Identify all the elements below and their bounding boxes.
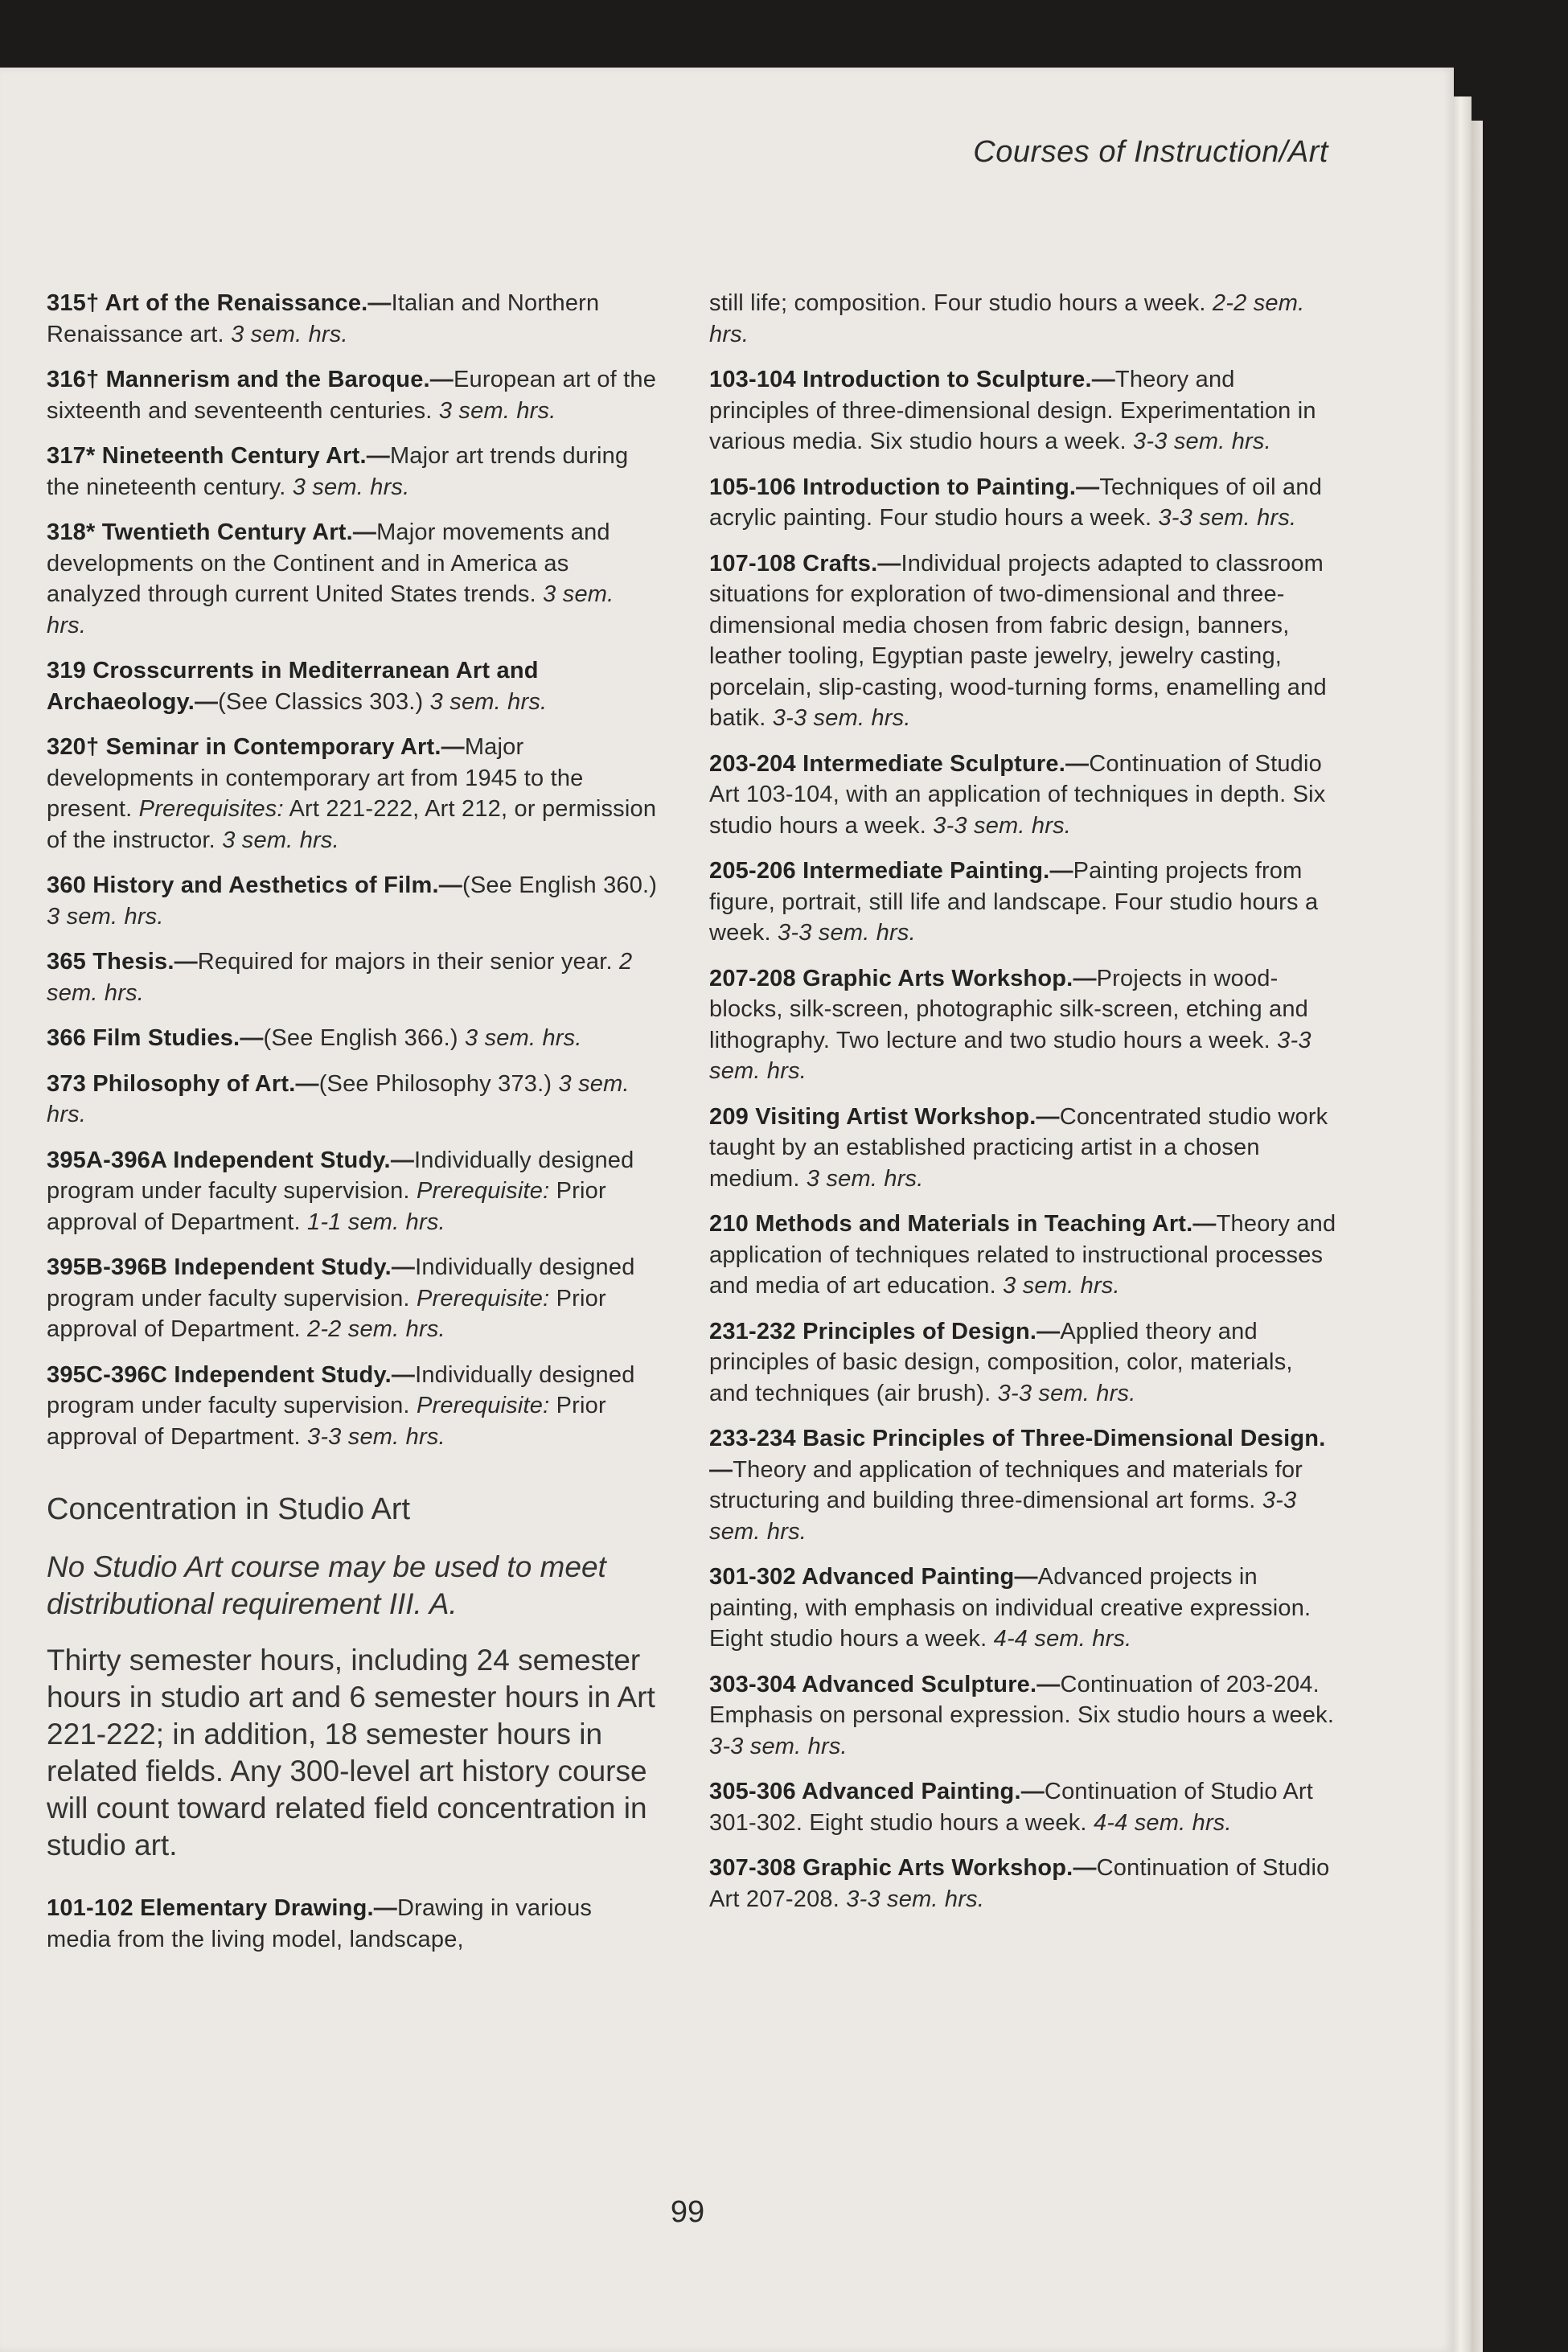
course-title: 307-308 Graphic Arts Workshop.	[709, 1855, 1073, 1881]
course-hours: 3 sem. hrs.	[1003, 1273, 1120, 1299]
course-entry: 319 Crosscurrents in Mediterranean Art and Archaeology.—(See Classics 303.) 3 sem. hrs.	[47, 658, 548, 715]
course-description: (See English 366.)	[263, 1025, 458, 1051]
prerequisite-text: Prior approval of Department.	[47, 1285, 606, 1342]
course-description: Major art trends during the nineteenth century.	[47, 443, 629, 500]
course-hours: 3-3 sem. hrs.	[933, 812, 1072, 839]
course-title: 205-206 Intermediate Painting.	[709, 858, 1050, 884]
course-title: 395B-396B Independent Study.	[47, 1254, 392, 1280]
course-description: (See English 360.)	[462, 872, 658, 898]
course-description: Applied theory and principles of basic design, composition, color, materials, and techniques (air brush).	[709, 1318, 1293, 1406]
course-hours: 3 sem. hrs.	[47, 581, 614, 638]
course-title: 210 Methods and Materials in Teaching Art.	[709, 1211, 1193, 1237]
course-title: 103-104 Introduction to Sculpture.	[709, 367, 1092, 392]
prerequisite-text: Prior approval of Department.	[47, 1393, 606, 1450]
course-description: Continuation of Studio Art 103-104, with an application of techniques in depth. Six studio hours a week.	[709, 750, 1326, 839]
course-hours: 3 sem. hrs.	[292, 474, 410, 500]
course-title: 209 Visiting Artist Workshop.	[709, 1103, 1036, 1130]
page-stack-edge	[1454, 96, 1472, 2352]
course-title: 101-102 Elementary Drawing.	[47, 1895, 374, 1921]
course-hours: 3-3 sem. hrs.	[997, 1380, 1136, 1406]
right-column	[709, 288, 1338, 1929]
course-entry: 320† Seminar in Contemporary Art.—Major developments in contemporary art from 1945 to the present. Prerequisites: Art 221-222, Art 212, or permission of the instructor. 3 sem. hrs.	[47, 734, 657, 853]
course-hours: 1-1 sem. hrs.	[306, 1209, 445, 1235]
course-title: 360 History and Aesthetics of Film.	[47, 872, 439, 898]
course-description: Advanced projects in painting, with emphasis on individual creative expression. Eight studio hours a week.	[709, 1564, 1311, 1652]
course-entry: 315† Art of the Renaissance.—Italian and Northern Renaissance art. 3 sem. hrs.	[47, 290, 600, 347]
course-hours: 3-3 sem. hrs.	[709, 1027, 1311, 1084]
course-hours: 3-3 sem. hrs.	[778, 920, 916, 946]
course-description: (See Classics 303.)	[218, 688, 424, 715]
page-number: 99	[670, 2195, 705, 2229]
section-body: Thirty semester hours, including 24 semester hours in studio art and 6 semester hours in Art 221-222; in addition, 18 semester hours in related fields. Any 300-level art history course will count toward related field concentration in studio art.	[47, 1644, 655, 1861]
course-entry: 395C-396C Independent Study.—Individually designed program under faculty supervision. Prerequisite: Prior approval of Department. 3-3 sem. hrs.	[47, 1361, 635, 1450]
course-title: 203-204 Intermediate Sculpture.	[709, 750, 1065, 777]
course-title: 315† Art of the Renaissance.	[47, 290, 368, 316]
course-description: Individually designed program under faculty supervision.	[47, 1254, 635, 1311]
course-hours: 3-3 sem. hrs.	[306, 1423, 445, 1450]
course-entry: 316† Mannerism and the Baroque.—European art of the sixteenth and seventeenth centuries. 3 sem. hrs.	[47, 367, 657, 424]
course-entry: 318* Twentieth Century Art.—Major movements and developments on the Continent and in America as analyzed through current United States trends. 3 sem. hrs.	[47, 519, 614, 638]
course-entry: 373 Philosophy of Art.—(See Philosophy 373.) 3 sem. hrs.	[47, 1070, 630, 1127]
prerequisite-text: Art 221-222, Art 212, or permission of the instructor.	[47, 796, 657, 853]
course-title: 365 Thesis.	[47, 949, 174, 975]
course-title: 395A-396A Independent Study.	[47, 1147, 391, 1173]
course-hours: 3 sem. hrs.	[806, 1165, 924, 1192]
course-hours: 4-4 sem. hrs.	[993, 1626, 1132, 1652]
course-description: Theory and application of techniques and materials for structuring and building three-dimensional art forms.	[709, 1456, 1303, 1513]
course-title: 373 Philosophy of Art.	[47, 1070, 296, 1097]
course-title: 233-234 Basic Principles of Three-Dimensional Design.	[709, 1426, 1326, 1451]
course-entry-continued	[709, 288, 1338, 350]
course-hours: 3 sem. hrs.	[231, 321, 348, 347]
course-description: Techniques of oil and acrylic painting. Four studio hours a week.	[709, 474, 1323, 531]
course-description: (See Philosophy 373.)	[318, 1070, 552, 1097]
course-title: 105-106 Introduction to Painting.	[709, 474, 1077, 500]
course-hours: 2-2 sem. hrs.	[709, 290, 1305, 347]
prerequisite-label: Prerequisites:	[138, 796, 284, 822]
running-head: Courses of Instruction/Art	[973, 135, 1328, 169]
left-column	[47, 288, 658, 1969]
course-description: Individually designed program under faculty supervision.	[47, 1147, 634, 1204]
course-entry: 101-102 Elementary Drawing.—Drawing in various media from the living model, landscape,	[47, 1895, 593, 1952]
course-description: Italian and Northern Renaissance art.	[47, 290, 600, 347]
course-hours: 3 sem. hrs.	[222, 827, 339, 853]
course-description: Concentrated studio work taught by an established practicing artist in a chosen medium.	[709, 1103, 1328, 1192]
course-entry: 103-104 Introduction to Sculpture.—Theory and principles of three-dimensional design. Experimentation in various media. Six studio hours a week. 3-3 sem. hrs.	[709, 367, 1316, 454]
course-hours: 3-3 sem. hrs.	[709, 1733, 848, 1759]
course-hours: 3 sem. hrs.	[429, 688, 548, 715]
page-stack-edge-back	[1472, 121, 1483, 2352]
course-entry: 107-108 Crafts.—Individual projects adapted to classroom situations for exploration of two-dimensional and three-dimensional media chosen from fabric design, banners, leather tooling, Egyptian paste jewelry, jewelry casting, porcelain, slip-casting, wood-turning forms, enamelling and batik. 3-3 sem. hrs.	[709, 550, 1327, 731]
course-title: 320† Seminar in Contemporary Art.	[47, 734, 441, 760]
section-note: No Studio Art course may be used to meet distributional requirement III. A.	[47, 1550, 606, 1620]
course-title: 317* Nineteenth Century Art.	[47, 443, 367, 469]
course-description: Individual projects adapted to classroom situations for exploration of two-dimensional and three-dimensional media chosen from fabric design, banners, leather tooling, Egyptian paste jewelry, jewelry casting, porcelain, slip-casting, wood-turning forms, enamelling and batik.	[709, 550, 1327, 731]
course-entry: 395B-396B Independent Study.—Individually designed program under faculty supervision. Prerequisite: Prior approval of Department. 2-2 sem. hrs.	[47, 1254, 635, 1342]
course-description: Individually designed program under faculty supervision.	[47, 1361, 635, 1418]
course-title: 303-304 Advanced Sculpture.	[709, 1671, 1037, 1697]
course-hours: 3 sem. hrs.	[47, 903, 164, 930]
course-entry: 366 Film Studies.—(See English 366.) 3 sem. hrs.	[47, 1025, 582, 1051]
course-hours: 3-3 sem. hrs.	[1158, 505, 1297, 531]
course-hours: 3-3 sem. hrs.	[772, 705, 911, 731]
course-hours: 4-4 sem. hrs.	[1093, 1809, 1232, 1836]
course-description: Painting projects from figure, portrait, still life and landscape. Four studio hours a week.	[709, 858, 1319, 946]
course-entry: 360 History and Aesthetics of Film.—(See English 360.) 3 sem. hrs.	[47, 872, 658, 930]
course-title: 231-232 Principles of Design.	[709, 1318, 1037, 1344]
course-description: European art of the sixteenth and seventeenth centuries.	[47, 367, 657, 424]
course-entry: 231-232 Principles of Design.—Applied theory and principles of basic design, composition, color, materials, and techniques (air brush). 3-3 sem. hrs.	[709, 1318, 1293, 1406]
section-heading: Concentration in Studio Art	[47, 1492, 411, 1526]
course-description: Continuation of Studio Art 207-208.	[709, 1855, 1330, 1912]
course-title: 319 Crosscurrents in Mediterranean Art and Archaeology.	[47, 658, 539, 715]
prerequisite-label: Prerequisite:	[416, 1178, 550, 1204]
prerequisite-label: Prerequisite:	[416, 1285, 550, 1311]
course-entry: 203-204 Intermediate Sculpture.—Continuation of Studio Art 103-104, with an application of techniques in depth. Six studio hours a week. 3-3 sem. hrs.	[709, 750, 1326, 839]
course-description: Projects in wood-blocks, silk-screen, photographic silk-screen, etching and lithography. Two lecture and two studio hours a week.	[709, 965, 1309, 1053]
course-title: 318* Twentieth Century Art.	[47, 519, 353, 545]
course-title: 395C-396C Independent Study.	[47, 1361, 392, 1388]
course-entry: 395A-396A Independent Study.—Individually designed program under faculty supervision. Prerequisite: Prior approval of Department. 1-1 sem. hrs.	[47, 1147, 634, 1235]
course-entry: 210 Methods and Materials in Teaching Art.—Theory and application of techniques related to instructional processes and media of art education. 3 sem. hrs.	[709, 1211, 1336, 1299]
prerequisite-text: Prior approval of Department.	[47, 1178, 606, 1235]
course-hours: 3 sem. hrs.	[47, 1070, 630, 1127]
course-entry: 105-106 Introduction to Painting.—Techniques of oil and acrylic painting. Four studio hours a week. 3-3 sem. hrs.	[709, 474, 1323, 531]
course-entry: 209 Visiting Artist Workshop.—Concentrated studio work taught by an established practicing artist in a chosen medium. 3 sem. hrs.	[709, 1103, 1328, 1192]
course-description: Major movements and developments on the Continent and in America as analyzed through current United States trends.	[47, 519, 610, 607]
course-title: 316† Mannerism and the Baroque.	[47, 367, 430, 392]
course-title: 305-306 Advanced Painting.	[709, 1779, 1021, 1804]
course-entry: 233-234 Basic Principles of Three-Dimensional Design.—Theory and application of techniques and materials for structuring and building three-dimensional art forms. 3-3 sem. hrs.	[709, 1426, 1326, 1545]
course-description: Theory and principles of three-dimensional design. Experimentation in various media. Six studio hours a week.	[709, 367, 1316, 454]
course-title: 301-302 Advanced Painting	[709, 1564, 1015, 1590]
course-description: Drawing in various media from the living model, landscape,	[47, 1895, 593, 1952]
course-title: 366 Film Studies.	[47, 1025, 240, 1051]
course-entry: 301-302 Advanced Painting—Advanced projects in painting, with emphasis on individual creative expression. Eight studio hours a week. 4-4 sem. hrs.	[709, 1564, 1311, 1652]
course-hours: 3-3 sem. hrs.	[709, 1488, 1297, 1545]
course-description: Continuation of Studio Art 301-302. Eight studio hours a week.	[709, 1779, 1314, 1836]
course-description: still life; composition. Four studio hours a week.	[709, 290, 1206, 316]
course-entry: 207-208 Graphic Arts Workshop.—Projects in wood-blocks, silk-screen, photographic silk-screen, etching and lithography. Two lecture and two studio hours a week. 3-3 sem. hrs.	[709, 965, 1311, 1084]
course-hours: 2 sem. hrs.	[47, 949, 633, 1006]
course-hours: 3 sem. hrs.	[438, 397, 556, 424]
course-hours: 3-3 sem. hrs.	[846, 1886, 985, 1912]
course-hours: 3-3 sem. hrs.	[1133, 429, 1271, 454]
course-title: 107-108 Crafts.	[709, 550, 878, 577]
course-entry: 305-306 Advanced Painting.—Continuation of Studio Art 301-302. Eight studio hours a week. 4-4 sem. hrs.	[709, 1779, 1314, 1836]
course-entry: 303-304 Advanced Sculpture.—Continuation of 203-204. Emphasis on personal expression. Six studio hours a week. 3-3 sem. hrs.	[709, 1671, 1335, 1759]
course-description: Major developments in contemporary art from 1945 to the present.	[47, 734, 584, 822]
course-entry: 307-308 Graphic Arts Workshop.—Continuation of Studio Art 207-208. 3-3 sem. hrs.	[709, 1855, 1330, 1912]
course-description: Continuation of 203-204. Emphasis on personal expression. Six studio hours a week.	[709, 1671, 1335, 1728]
course-entry: 205-206 Intermediate Painting.—Painting projects from figure, portrait, still life and landscape. Four studio hours a week. 3-3 sem. hrs.	[709, 858, 1319, 946]
course-hours: 3 sem. hrs.	[464, 1025, 582, 1051]
course-title: 207-208 Graphic Arts Workshop.	[709, 965, 1073, 991]
course-hours: 2-2 sem. hrs.	[306, 1316, 445, 1342]
course-description: Theory and application of techniques related to instructional processes and media of art education.	[709, 1211, 1336, 1299]
prerequisite-label: Prerequisite:	[416, 1393, 550, 1418]
course-entry: 317* Nineteenth Century Art.—Major art trends during the nineteenth century. 3 sem. hrs.	[47, 443, 629, 500]
course-description: Required for majors in their senior year.	[197, 949, 613, 975]
course-entry: 365 Thesis.—Required for majors in their senior year. 2 sem. hrs.	[47, 949, 633, 1006]
